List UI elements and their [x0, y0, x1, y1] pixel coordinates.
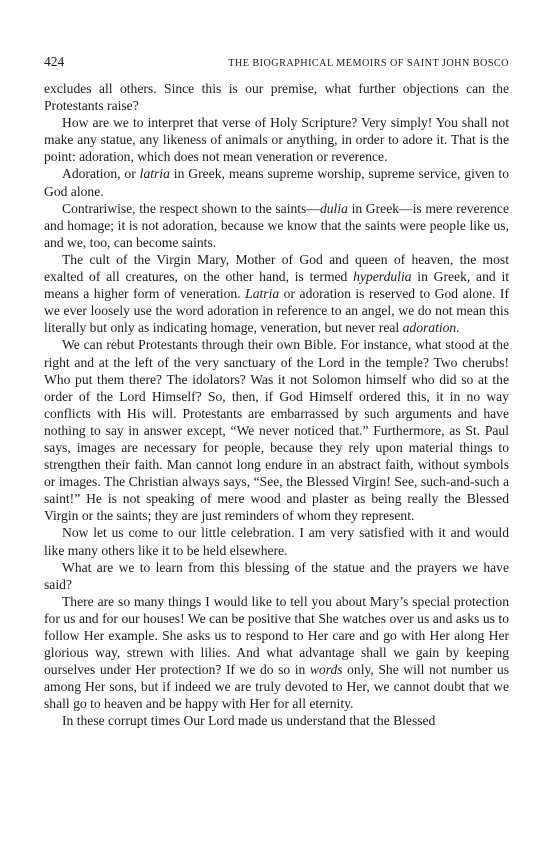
page-number: 424 [44, 54, 65, 69]
text-run: in Greek, and it means a higher form of veneration. [44, 269, 509, 302]
text-run: excludes all others. Since this is our premise, what further objections can the Protestants raise? [44, 81, 509, 114]
paragraph [44, 165, 509, 199]
text-run: Contrariwise, the respect shown to the saints— [62, 200, 320, 216]
paragraph [44, 80, 509, 114]
paragraph [44, 251, 509, 336]
text-run: What are we to learn from this blessing of the statue and the prayers we have said? [44, 559, 509, 592]
paragraph [44, 712, 509, 729]
text-run: The cult of the Virgin Mary, Mother of God and queen of heaven, the most exalted of all creatures, on the other hand, is termed [44, 251, 509, 285]
italic-text: hyperdulia [353, 269, 412, 285]
paragraph [44, 593, 509, 713]
page-header [44, 54, 509, 70]
italic-text: words [309, 662, 343, 678]
paragraph [44, 559, 509, 593]
paragraph [44, 524, 509, 558]
text-run: In these corrupt times Our Lord made us understand that the Blessed [62, 713, 436, 729]
italic-text: latria [139, 166, 170, 182]
text-run: There are so many things I would like to tell you about Mary’s special protection for us and for our houses! We can be positive that She watches over us and asks us to follow Her example. She asks us to respond to Her care and go with Her along Her glorious way, strewn with lilies. And what advantage shall we gain by keeping ourselves under Her protection? If we do so in [44, 593, 509, 678]
paragraph [44, 200, 509, 251]
text-run: Adoration, or [62, 166, 140, 182]
paragraph [44, 114, 509, 165]
text-run: only, She will not number us among Her sons, but if indeed we are truly devoted to Her, we cannot doubt that we shall go to heaven and be happy with Her for all eternity. [44, 662, 510, 712]
italic-text: Latria [245, 286, 280, 302]
text-run: or adoration is reserved to God alone. If we ever loosely use the word adoration in reference to an angel, we do not mean this literally but only as indicating homage, veneration, but never real [44, 286, 509, 336]
italic-text: adoration. [402, 320, 460, 336]
running-head: THE BIOGRAPHICAL MEMOIRS OF SAINT JOHN BOSCO [228, 58, 509, 69]
body-text [44, 80, 509, 730]
italic-text: dulia [319, 200, 348, 216]
paragraph [44, 336, 509, 524]
text-run: We can rebut Protestants through their own Bible. For instance, what stood at the right and at the left of the very sanctuary of the Lord in the temple? Two cherubs! Who put them there? The idolators? Was it not Solomon himself who did so at the order of the Lord Himself? So, then, if God Himself ordered this, it in no way conflicts with His will. Protestants are embarrassed by such arguments and have nothing to say in answer except, “We never noticed that.” Furthermore, as St. Paul says, images are necessary for people, because they rely upon material things to strengthen their faith. Man cannot long endure in an abstract faith, without symbols or images. The Christian always says, “See, the Blessed Virgin! See, such-and-such a saint!” He is not speaking of mere wood and plaster as being really the Blessed Virgin or the saints; they are just reminders of whom they represent. [44, 337, 509, 524]
text-run: in Greek—is mere reverence and homage; it is not adoration, because we know that the saints were people like us, and we, too, can become saints. [44, 200, 509, 250]
text-run: How are we to interpret that verse of Holy Scripture? Very simply! You shall not make any statue, any likeness of animals or anything, in order to adore it. That is the point: adoration, which does not mean veneration or reverence. [44, 115, 509, 165]
text-run: Now let us come to our little celebration. I am very satisfied with it and would like many others like it to be held elsewhere. [44, 525, 509, 558]
text-run: in Greek, means supreme worship, supreme service, given to God alone. [44, 166, 509, 199]
